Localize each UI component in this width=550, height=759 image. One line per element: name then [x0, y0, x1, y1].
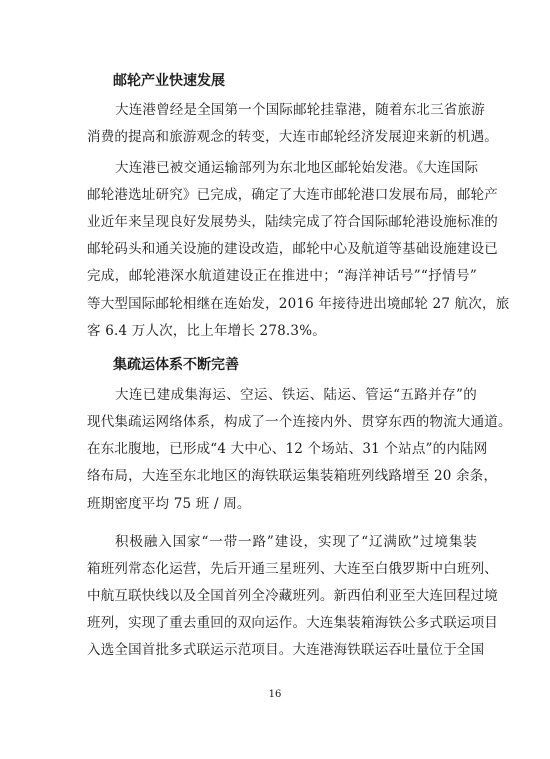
paragraph-line: 积极融入国家“一带一路”建设，实现了“辽满欧”过境集装	[115, 534, 477, 550]
paragraph-line: 入选全国首批多式联运示范项目。大连港海铁联运吞吐量位于全国	[87, 642, 485, 658]
paragraph-line: 大连港曾经是全国第一个国际邮轮挂靠港，随着东北三省旅游	[115, 102, 485, 118]
paragraph-line: 现代集疏运网络体系，构成了一个连接内外、贯穿东西的物流大通道。	[87, 414, 512, 430]
paragraph-line: 中航互联快线以及全国首列全冷藏班列。新西伯利亚至大连回程过境	[87, 588, 498, 604]
paragraph-line: 班列，实现了重去重回的双向运作。大连集装箱海铁公多式联运项目	[87, 615, 498, 631]
paragraph-line: 大连港已被交通运输部列为东北地区邮轮始发港。《大连国际	[115, 160, 479, 176]
paragraph-line: 业近年来呈现良好发展势头，陆续完成了符合国际邮轮港设施标准的	[87, 214, 498, 230]
paragraph-line: 大连已建成集海运、空运、铁运、陆运、管运“五路并存”的	[115, 387, 477, 403]
paragraph-line: 在东北腹地，已形成“4 大中心、12 个场站、31 个站点”的内陆网	[87, 441, 488, 457]
paragraph-line: 客 6.4 万人次，比上年增长 278.3%。	[87, 323, 326, 339]
paragraph-line: 等大型国际邮轮相继在连始发，2016 年接待进出境邮轮 27 航次，旅	[87, 296, 510, 312]
paragraph-line: 消费的提高和旅游观念的转变，大连市邮轮经济发展迎来新的机遇。	[87, 129, 498, 145]
section-heading-cruise: 邮轮产业快速发展	[113, 73, 225, 89]
paragraph-line: 络布局，大连至东北地区的海铁联运集装箱班列线路增至 20 余条，	[87, 468, 498, 484]
page-number: 16	[268, 689, 282, 700]
paragraph-line: 完成，邮轮港深水航道建设正在推进中；“海洋神话号”“抒情号”	[87, 268, 477, 284]
paragraph-line: 邮轮码头和通关设施的建设改造，邮轮中心及航道等基础设施建设已	[87, 241, 498, 257]
section-heading-transport: 集疏运体系不断完善	[113, 357, 239, 373]
paragraph-line: 箱班列常态化运营，先后开通三星班列、大连至白俄罗斯中白班列、	[87, 561, 498, 577]
paragraph-line: 邮轮港选址研究》已完成，确定了大连市邮轮港口发展布局，邮轮产	[87, 187, 498, 203]
paragraph-line: 班期密度平均 75 班 / 周。	[87, 496, 251, 512]
